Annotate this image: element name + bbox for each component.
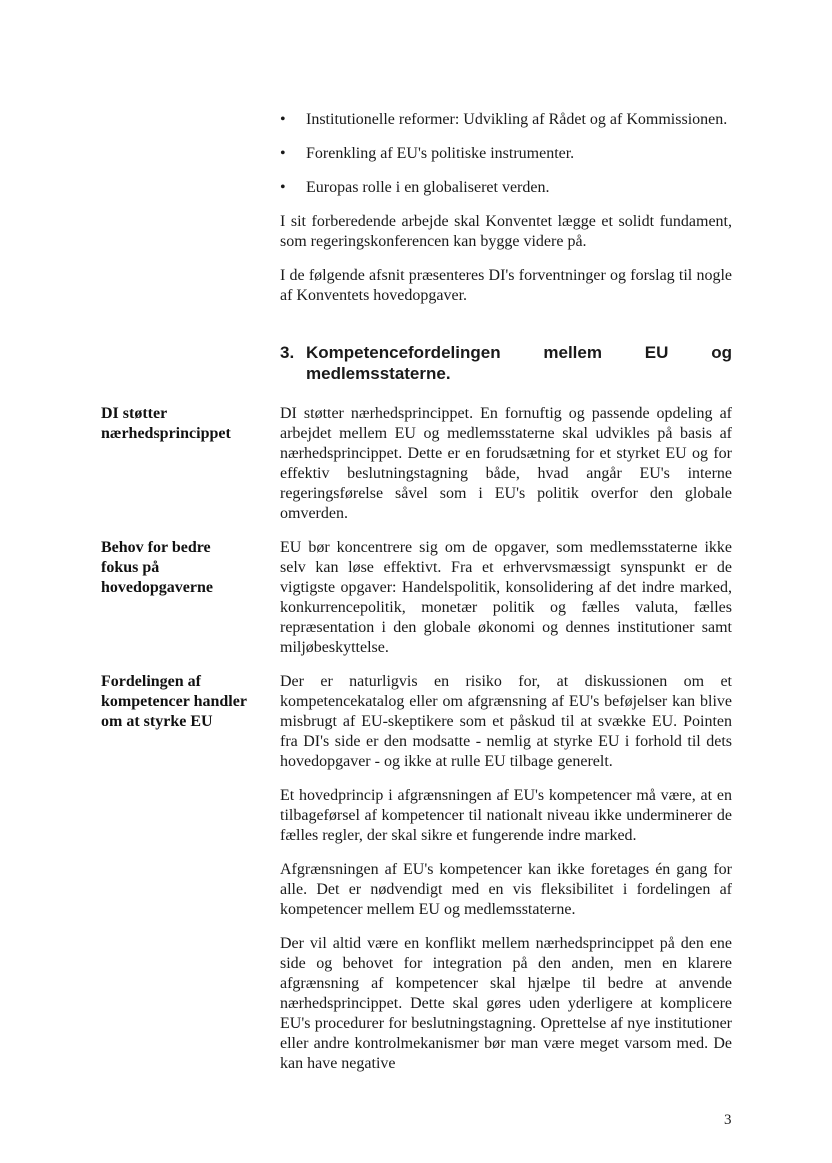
paragraph: Et hovedprincip i afgrænsningen af EU's kompetencer må være, at en tilbageførsel af kompetencer til nationalt niveau ikke underminerer de fælles regler, der skal sikre et fungerende indre marked. — [280, 787, 732, 844]
paragraph: I sit forberedende arbejde skal Konventet lægge et solidt fundament, som regeringskonferencen kan bygge videre på. — [280, 213, 732, 250]
bullet-icon: • — [280, 111, 286, 128]
paragraph: Afgrænsningen af EU's kompetencer kan ikke foretages én gang for alle. Det er nødvendigt med en vis fleksibilitet i fordelingen af kompetencer mellem EU og medlemsstaterne. — [280, 861, 732, 918]
paragraph: DI støtter nærhedsprincippet. En fornuftig og passende opdeling af arbejdet mellem EU og medlemsstaterne skal udvikles på basis af nærhedsprincippet. Dette er en forudsætning for et styrket EU og for effektiv beslutningstagning både, hvad angår EU's interne regeringsførelse såvel som i EU's politik overfor den globale omverden. — [280, 405, 732, 522]
paragraph: Der er naturligvis en risiko for, at diskussionen om et kompetencekatalog eller om afgrænsning af EU's beføjelser kan blive misbrugt af EU-skeptikere som et påskud til at svække EU. Pointen fra DI's side er den modsatte - nemlig at styrke EU i forhold til dets hovedopgaver - og ikke at rulle EU tilbage generelt. — [280, 673, 732, 770]
list-item: • Europas rolle i en globaliseret verden. — [280, 179, 550, 196]
main-column — [280, 110, 732, 1088]
page-number: 3 — [724, 1112, 732, 1128]
bullet-list — [280, 110, 732, 198]
list-item: • Institutionelle reformer: Udvikling af Rådet og af Kommissionen. — [280, 111, 728, 128]
paragraph: Der vil altid være en konflikt mellem nærhedsprincippet på den ene side og behovet for integration på den anden, men en klarere afgrænsning af kompetencer skal hjælpe til bedre at anvende nærhedsprincippet. Dette skal gøres uden yderligere at komplicere EU's procedurer for beslutningstagning. Oprettelse af nye institutioner eller andre kontrolmekanismer bør man være meget varsom med. De kan have negative — [280, 935, 732, 1072]
section-heading — [280, 342, 732, 384]
margin-note: Behov for bedre fokus på hovedopgaverne — [101, 539, 213, 596]
section-title: Kompetencefordelingen mellem EU og medlemsstaterne. — [306, 343, 732, 383]
list-item: • Forenkling af EU's politiske instrumenter. — [280, 145, 575, 162]
paragraph: I de følgende afsnit præsenteres DI's forventninger og forslag til nogle af Konventets hovedopgaver. — [280, 267, 732, 304]
paragraph: EU bør koncentrere sig om de opgaver, som medlemsstaterne ikke selv kan løse effektivt. Fra et erhvervsmæssigt synspunkt er de vigtigste opgaver: Handelspolitik, konsolidering af det indre marked, konkurrencepolitik, monetær politik og fælles valuta, fælles repræsentation i den globale økonomi og dennes institutioner samt miljøbeskyttelse. — [280, 539, 732, 656]
margin-note: DI støtter nærhedsprincippet — [101, 405, 231, 442]
margin-note: Fordelingen af kompetencer handler om at styrke EU — [101, 673, 247, 730]
bullet-icon: • — [280, 179, 286, 196]
bullet-icon: • — [280, 145, 286, 162]
section-number: 3. — [280, 343, 295, 362]
